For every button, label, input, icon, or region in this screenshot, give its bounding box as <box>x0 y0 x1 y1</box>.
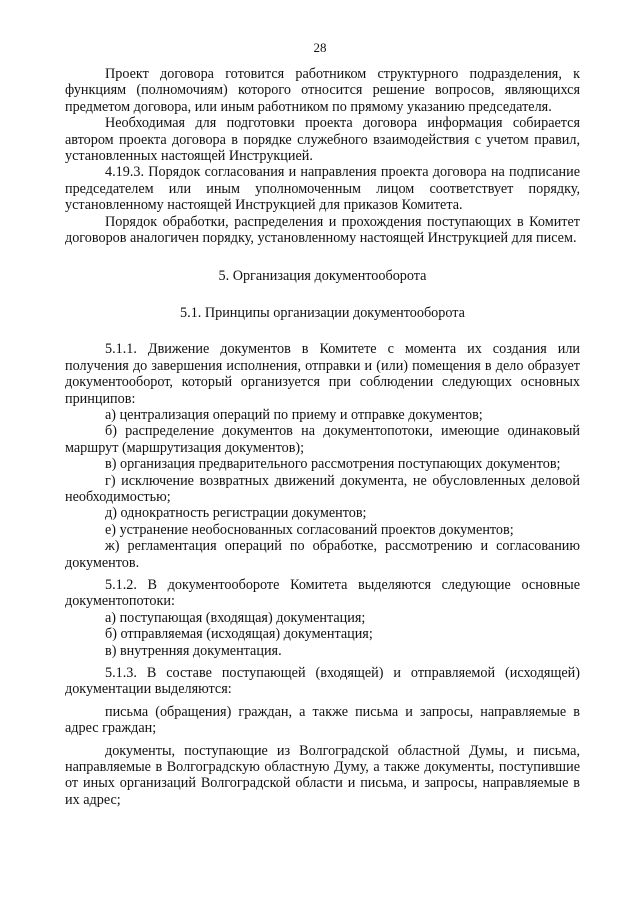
list-item: ж) регламентация операций по обработке, рассмотрению и согласованию документов. <box>65 538 580 571</box>
list-item: в) организация предварительного рассмотрения поступающих документов; <box>105 456 561 473</box>
list-item: б) отправляемая (исходящая) документация; <box>105 626 373 643</box>
list-item: д) однократность регистрации документов; <box>105 505 367 522</box>
paragraph: 5.1.3. В составе поступающей (входящей) и отправляемой (исходящей) документации выделяются: <box>65 665 580 698</box>
section-heading: 5. Организация документооборота <box>218 268 427 285</box>
paragraph: Необходимая для подготовки проекта договора информация собирается автором проекта договора в порядке служебного взаимодействия с учетом правил, установленных настоящей Инструкцией. <box>65 115 580 165</box>
paragraph: письма (обращения) граждан, а также письма и запросы, направляемые в адрес граждан; <box>65 703 580 737</box>
paragraph: Порядок обработки, распределения и прохождения поступающих в Комитет договоров аналогичен порядку, установленному настоящей Инструкцией для писем. <box>65 213 580 247</box>
paragraph: 5.1.2. В документообороте Комитета выделяются следующие основные документопотоки: <box>65 576 580 610</box>
list-item: в) внутренняя документация. <box>105 642 282 659</box>
paragraph: Проект договора готовится работником структурного подразделения, к функциям (полномочиям) которого относится решение вопросов, являющихся предметом договора, или иным работником по прямому указанию председателя. <box>65 66 580 115</box>
list-item: б) распределение документов на документопотоки, имеющие одинаковый маршрут (маршрутизация документов); <box>65 423 580 456</box>
list-item: е) устранение необоснованных согласований проектов документов; <box>105 521 514 538</box>
paragraph: документы, поступающие из Волгоградской областной Думы, и письма, направляемые в Волгоградскую областную Думу, а также документы, поступившие от иных организаций Волгоградской области и письма, и запросы, направляемые в их адрес; <box>65 742 580 808</box>
page-number: 28 <box>313 40 327 55</box>
document-body <box>65 66 580 808</box>
list-item: а) поступающая (входящая) документация; <box>105 609 366 626</box>
list-item: г) исключение возвратных движений документа, не обусловленных деловой необходимостью; <box>65 472 580 505</box>
list-item: а) централизация операций по приему и отправке документов; <box>105 406 483 423</box>
paragraph: 4.19.3. Порядок согласования и направления проекта договора на подписание председателем или иным уполномоченным лицом соответствует порядку, установленному настоящей Инструкцией для приказов Комитета. <box>65 164 580 214</box>
subsection-heading: 5.1. Принципы организации документооборота <box>180 304 465 321</box>
paragraph: 5.1.1. Движение документов в Комитете с момента их создания или получения до завершения исполнения, отправки и (или) помещения в дело образует документооборот, который организуется при соблюдении следующих основных принципов: <box>65 341 580 407</box>
